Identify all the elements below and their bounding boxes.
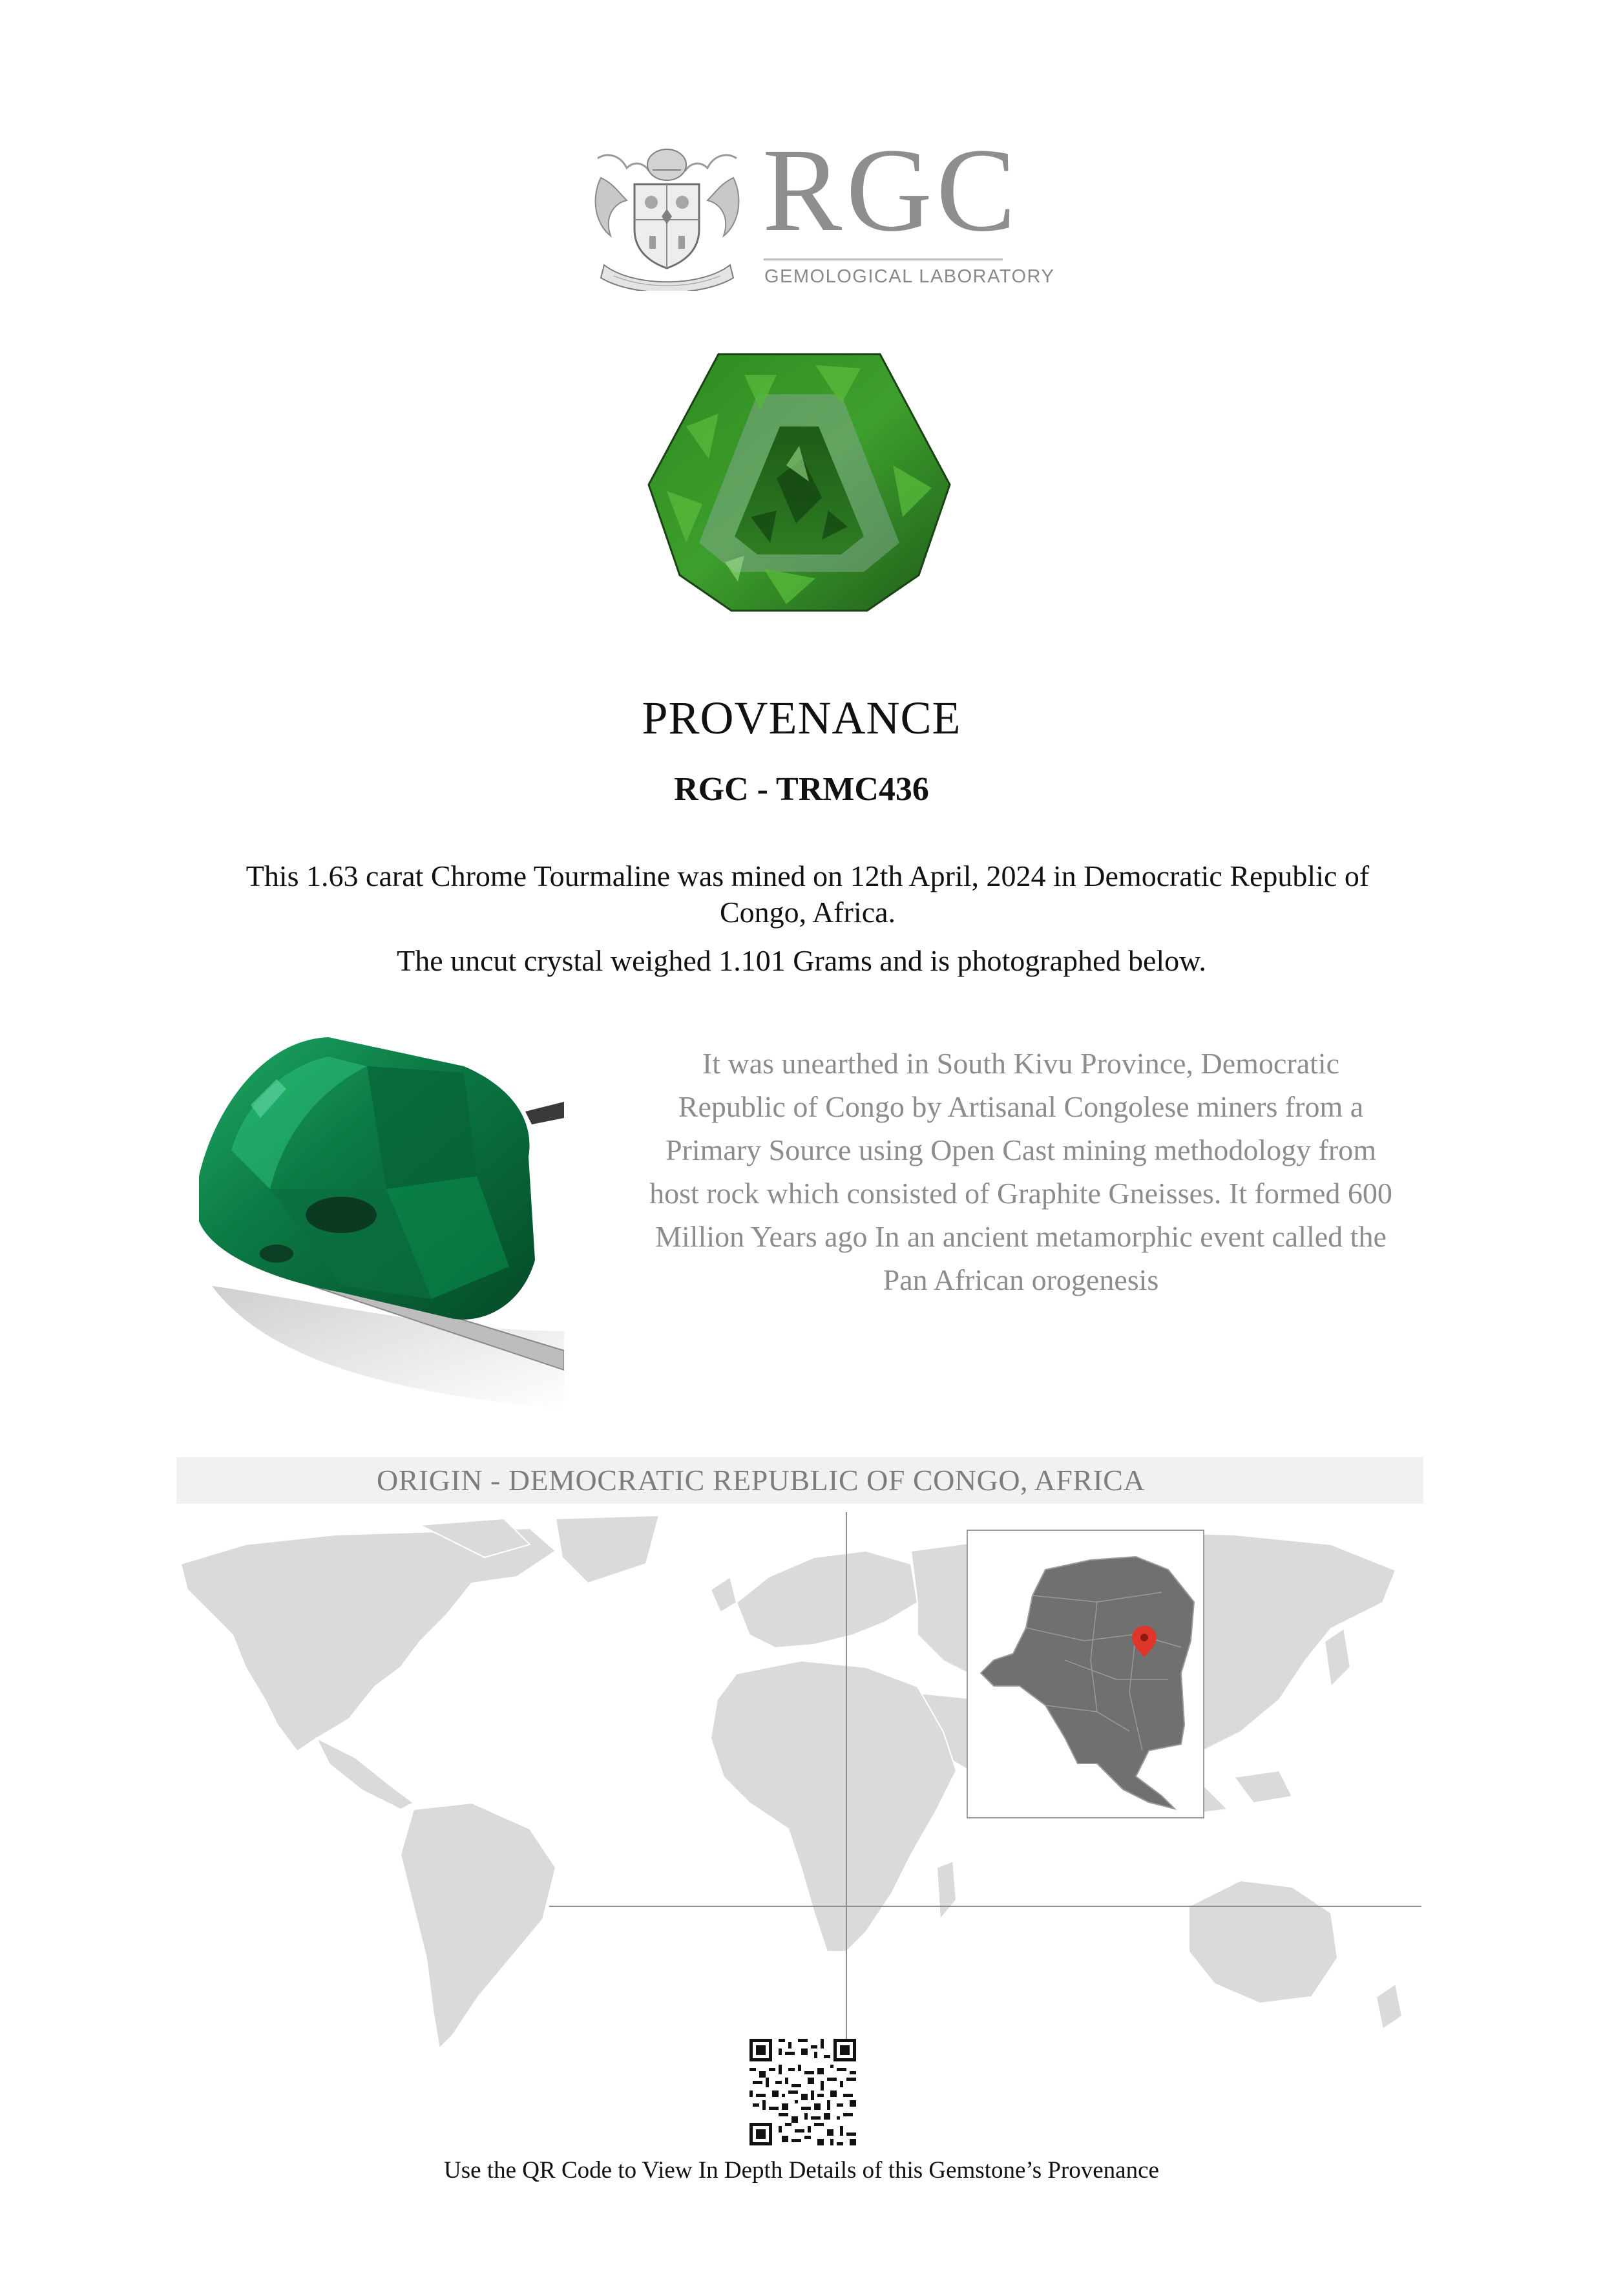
crest-icon (588, 139, 746, 291)
logo-divider (764, 258, 1003, 260)
logo-subtitle: GEMOLOGICAL LABORATORY (764, 266, 1055, 287)
world-map (168, 1506, 1434, 2087)
crystal-photo (173, 1027, 564, 1415)
intro-text: This 1.63 carat Chrome Tourmaline was mined on 12th April, 2024 in Democratic Republic of Congo, Africa. (246, 859, 1370, 929)
logo-letters: RGC (762, 124, 1020, 257)
origin-label: ORIGIN - DEMOCRATIC REPUBLIC OF CONGO, AFRICA (377, 1464, 1146, 1497)
qr-code-icon[interactable] (749, 2039, 856, 2145)
crystal-weight-text: The uncut crystal weighed 1.101 Grams and is photographed below. (397, 944, 1206, 977)
country-inset-map (967, 1530, 1204, 1818)
logo-wordmark (762, 124, 1020, 258)
reference-code: RGC - TRMC436 (674, 771, 929, 808)
gem-icon (647, 349, 951, 614)
provenance-description: It was unearthed in South Kivu Province, Democratic Republic of Congo by Artisanal Congolese miners from a Primary Source using Open Cast mining methodology from host rock which consisted of Graphite Gneisses. It formed 600 Million Years ago In an ancient metamorphic event called the Pan African orogenesis (649, 1047, 1392, 1296)
qr-caption: Use the QR Code to View In Depth Details of this Gemstone’s Provenance (444, 2157, 1159, 2184)
page-title: PROVENANCE (642, 692, 961, 744)
origin-banner (176, 1457, 1423, 1504)
